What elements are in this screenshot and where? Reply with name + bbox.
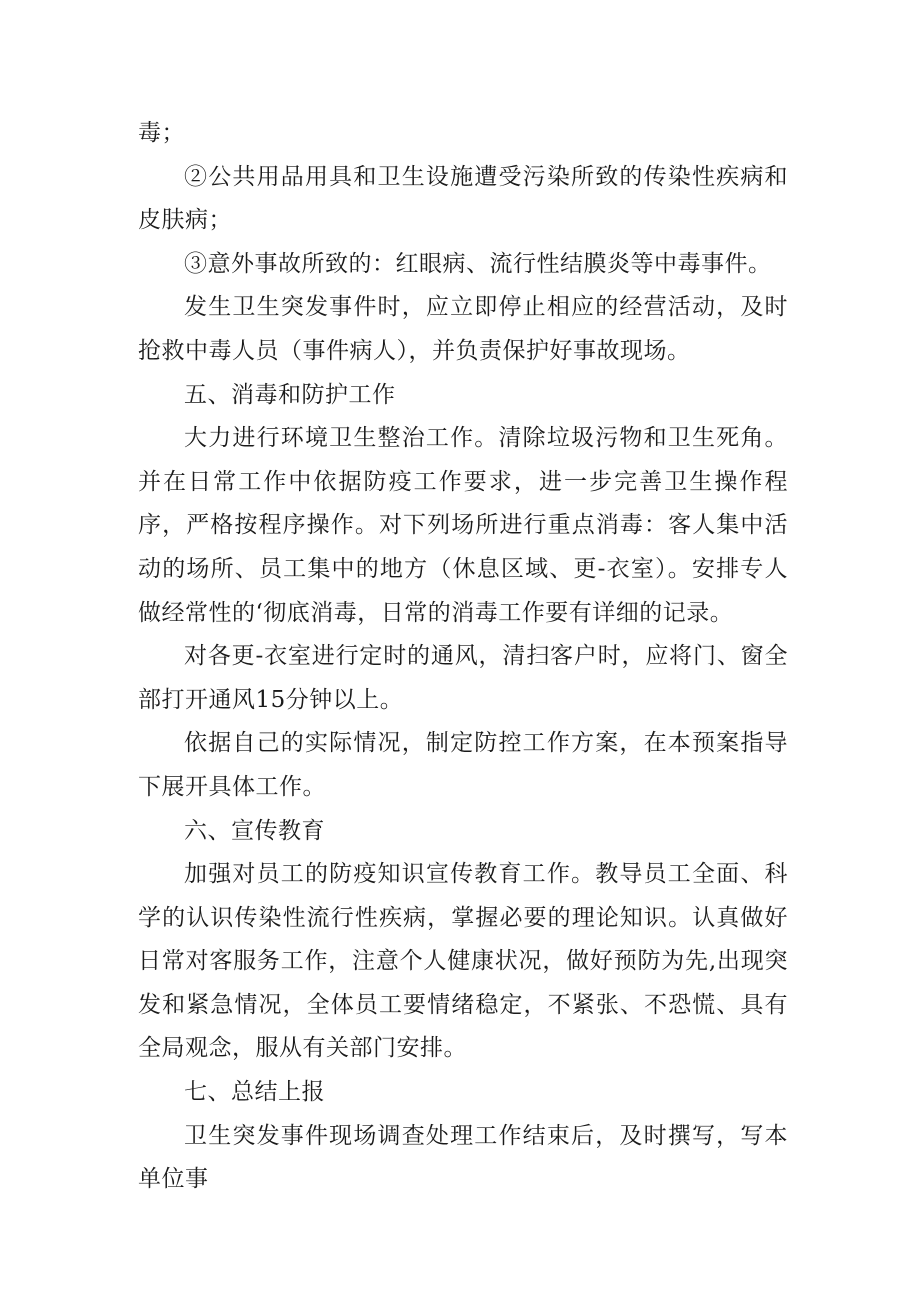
paragraph-item-3: ③意外事故所致的：红眼病、流行性结膜炎等中毒事件。 xyxy=(184,250,772,277)
paragraph-control-plan: 依据自己的实际情况，制定防控工作方案，在本预案指导下展开具体工作。 xyxy=(138,730,788,800)
section-heading-disinfection: 五、消毒和防护工作 xyxy=(184,381,396,408)
paragraph-item-2: ②公共用品用具和卫生设施遭受污染所致的传染性疾病和皮肤病； xyxy=(138,163,788,234)
paragraph-ventilation: 对各更-衣室进行定时的通风，清扫客户时，应将门、窗全部打开通风15分钟以上。 xyxy=(138,643,788,713)
document-body xyxy=(138,112,788,1202)
section-heading-summary: 七、总结上报 xyxy=(184,1079,325,1106)
paragraph-emergency-response: 发生卫生突发事件时，应立即停止相应的经营活动，及时抢救中毒人员（事件病人），并负责保护好事故现场。 xyxy=(138,294,788,364)
paragraph-education: 加强对员工的防疫知识宣传教育工作。教导员工全面、科学的认识传染性流行性疾病，掌握必要的理论知识。认真做好日常对客服务工作，注意个人健康状况，做好预防为先,出现突发和紧急情况，全体员工要情绪稳定，不紧张、不恐慌、具有全局观念，服从有关部门安排。 xyxy=(138,861,788,1062)
paragraph-disinfection: 大力进行环境卫生整治工作。清除垃圾污物和卫生死角。并在日常工作中依据防疫工作要求，进一步完善卫生操作程序，严格按程序操作。对下列场所进行重点消毒：客人集中活动的场所、员工集中的地方（休息区域、更-衣室）。安排专人做经常性的‘彻底消毒，日常的消毒工作要有详细的记录。 xyxy=(138,425,788,626)
paragraph-continuation: 毒； xyxy=(138,120,185,146)
section-heading-education: 六、宣传教育 xyxy=(184,817,325,844)
paragraph-summary: 卫生突发事件现场调查处理工作结束后，及时撰写，写本单位事 xyxy=(138,1122,788,1193)
